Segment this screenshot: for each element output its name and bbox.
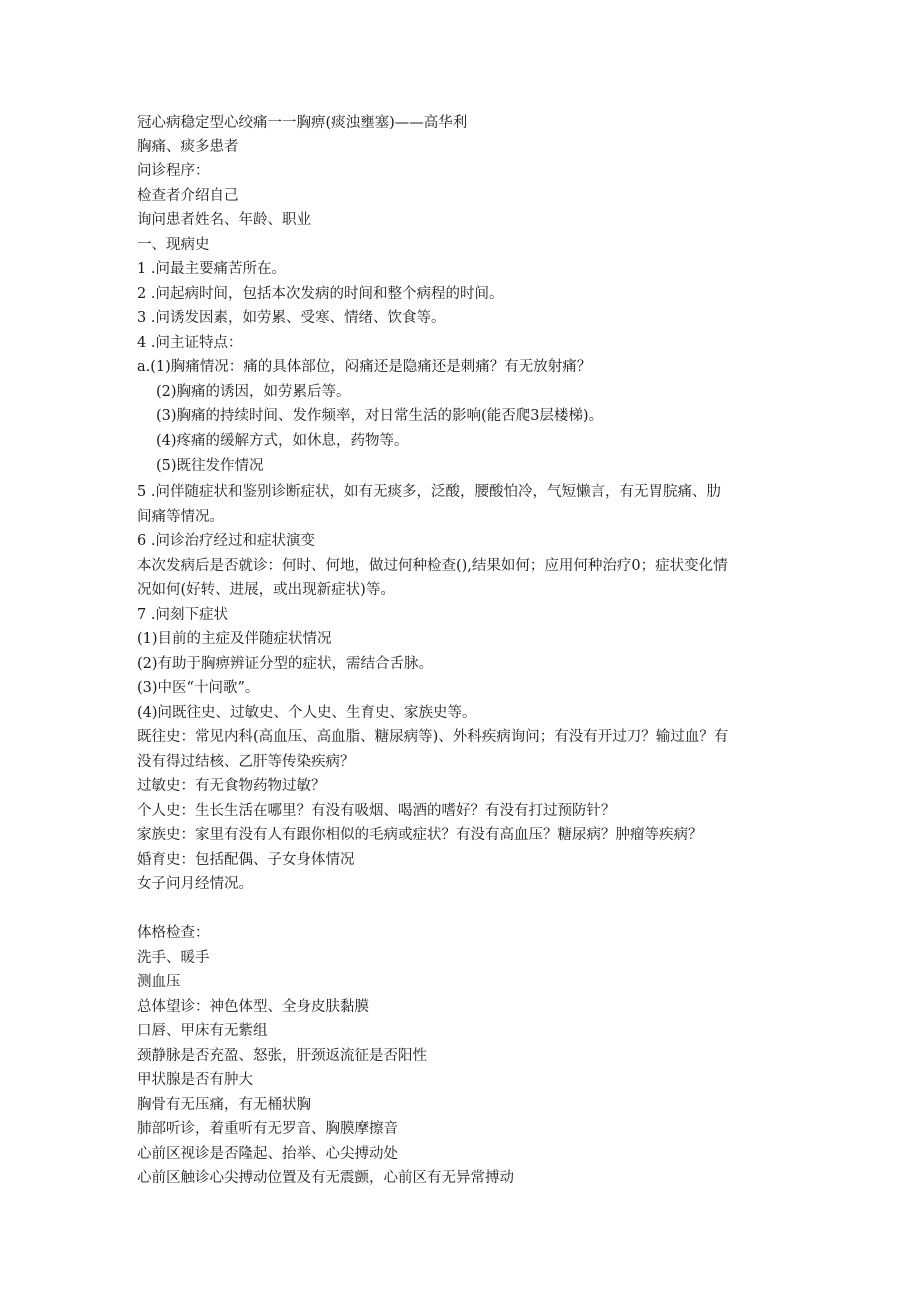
text-line: 检查者介绍自己 <box>137 188 239 204</box>
exam-item: 心前区触诊心尖搏动位置及有无震颤，心前区有无异常搏动 <box>137 1170 514 1186</box>
past-history-continued: 没有得过结核、乙肝等传染疾病？ <box>137 754 355 770</box>
section-heading: 一、现病史 <box>137 237 210 253</box>
exam-item: 甲状腺是否有肿大 <box>137 1072 253 1088</box>
marital-history: 婚育史：包括配偶、子女身体情况 <box>137 852 355 868</box>
sub-item: (2)胸痛的诱因，如劳累后等。 <box>156 384 351 400</box>
interview-heading: 问诊程序： <box>137 163 210 179</box>
list-item: 5 .问伴随症状和鉴别诊断症状，如有无痰多，泛酸，腰酸怕冷，气短懒言，有无胃脘痛、肋 <box>137 484 721 500</box>
sub-item: a.(1)胸痛情况：痛的具体部位，闷痛还是隐痛还是刺痛？有无放射痛？ <box>137 359 592 375</box>
menstrual-history: 女子问月经情况。 <box>137 876 253 892</box>
exam-item: 心前区视诊是否隆起、抬举、心尖搏动处 <box>137 1146 398 1162</box>
exam-item: 肺部听诊，着重听有无罗音、胸膜摩擦音 <box>137 1121 398 1137</box>
text-line: 询问患者姓名、年龄、职业 <box>137 212 311 228</box>
text-line: 况如何(好转、进展，或出现新症状)等。 <box>137 582 395 598</box>
exam-item: 洗手、暖手 <box>137 950 210 966</box>
list-item: 4 .问主证特点： <box>137 335 243 351</box>
exam-item: 颈静脉是否充盈、怒张，肝颈返流征是否阳性 <box>137 1048 427 1064</box>
document-subtitle: 胸痛、痰多患者 <box>137 139 239 155</box>
document-title: 冠心病稳定型心绞痛一一胸痹(痰浊壅塞)——高华利 <box>137 115 468 131</box>
allergy-history: 过敏史：有无食物药物过敏？ <box>137 778 326 794</box>
list-item: 6 .问诊治疗经过和症状演变 <box>137 533 315 549</box>
past-history: 既往史：常见内科(高血压、高血脂、糖尿病等)、外科疾病询问；有没有开过刀？输过血？有 <box>137 729 729 745</box>
exam-heading: 体格检查： <box>137 925 210 941</box>
sub-item: (5)既往发作情况 <box>156 458 264 474</box>
sub-item: (4)疼痛的缓解方式，如休息，药物等。 <box>156 433 409 449</box>
exam-item: 口唇、甲床有无紫组 <box>137 1023 268 1039</box>
sub-item: (1)目前的主症及伴随症状情况 <box>137 631 332 647</box>
list-item: 7 .问刻下症状 <box>137 607 228 623</box>
sub-item: (2)有助于胸痹辨证分型的症状，需结合舌脉。 <box>137 656 434 672</box>
sub-item: (3)中医“十问歌”。 <box>137 680 260 696</box>
list-item: 1 .问最主要痛苦所在。 <box>137 261 286 277</box>
exam-item: 测血压 <box>137 974 181 990</box>
list-item: 2 .问起病时间，包括本次发病的时间和整个病程的时间。 <box>137 286 504 302</box>
list-item: 3 .问诱发因素，如劳累、受寒、情绪、饮食等。 <box>137 310 446 326</box>
sub-item: (4)问既往史、过敏史、个人史、生育史、家族史等。 <box>137 705 477 721</box>
personal-history: 个人史：生长生活在哪里？有没有吸烟、喝酒的嗜好？有没有打过预防针？ <box>137 803 616 819</box>
sub-item: (3)胸痛的持续时间、发作频率，对日常生活的影响(能否爬3层楼梯)。 <box>156 408 604 424</box>
exam-item: 胸骨有无压痛，有无桶状胸 <box>137 1097 311 1113</box>
text-line: 本次发病后是否就诊：何时、何地，做过何种检查(),结果如何；应用何种治疗0；症状变化情 <box>137 558 728 574</box>
family-history: 家族史：家里有没有人有跟你相似的毛病或症状？有没有高血压？糖尿病？肿瘤等疾病？ <box>137 827 703 843</box>
exam-item: 总体望诊：神色体型、全身皮肤黏膜 <box>137 999 369 1015</box>
list-item-continued: 间痛等情况。 <box>137 509 224 525</box>
